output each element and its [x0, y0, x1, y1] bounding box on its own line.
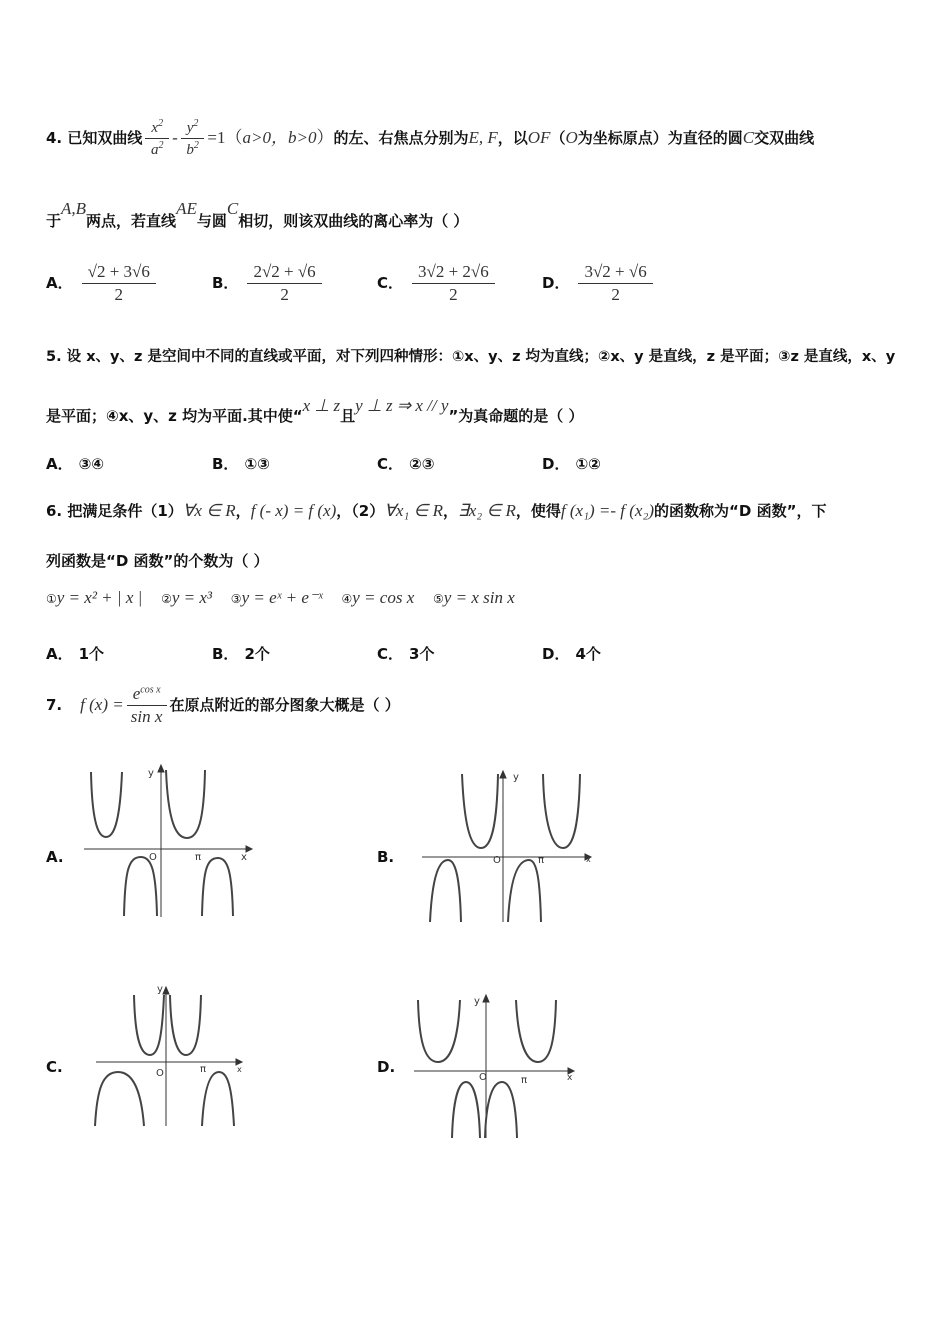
q4-text-7: 于 — [46, 212, 62, 230]
q4-cond: （a>0，b>0） — [225, 128, 334, 147]
q4-option-b-num: 2√2 + √6 — [247, 262, 321, 284]
x-label: x — [586, 855, 591, 864]
q6-func-1: ①y = x² + | x | — [46, 588, 143, 607]
pi-label: π — [195, 852, 202, 863]
q7-text: 在原点附近的部分图象大概是（ ） — [169, 696, 400, 714]
q6-cond-1b: f (- x) = f (x) — [250, 501, 337, 520]
branch-lower-left — [452, 1082, 480, 1138]
branch-upper-left — [462, 774, 498, 848]
q4-text-2: 的左、右焦点分别为 — [333, 129, 469, 147]
q6-func-5: ⑤y = x sin x — [433, 588, 515, 607]
branch-lower-right — [202, 858, 233, 916]
q7-option-c-label[interactable]: C. — [46, 1058, 63, 1076]
branch-upper-right — [543, 774, 580, 848]
q4-origin: O — [565, 128, 578, 147]
q4-text-9: 与圆 — [196, 212, 227, 230]
q6-cond-2c: f (x₁) =- f (x₂) — [560, 501, 655, 520]
q4-option-c[interactable]: C． $\frac{3√2 + 2√6}{2}$ — [377, 262, 498, 305]
q5-option-d[interactable]: D． ①② — [542, 455, 601, 473]
branch-lower-right — [485, 1082, 517, 1138]
origin-label: O — [493, 855, 501, 866]
origin-label: O — [156, 1068, 164, 1079]
q6-option-a[interactable]: A． 1个 — [46, 645, 105, 663]
q4-option-c-num: 3√2 + 2√6 — [412, 262, 495, 284]
q7-graph-b[interactable] — [420, 768, 595, 928]
q6-func-2: ②y = x³ — [161, 588, 213, 607]
y-axis-arrow — [163, 987, 169, 994]
q4-seg-of: OF — [527, 128, 551, 147]
branch-upper-left — [418, 1000, 460, 1062]
q7-lhs: f (x) = — [80, 695, 124, 714]
q4-text-6: 交双曲线 — [754, 129, 815, 147]
q7-fraction: $\frac{e^{cos x}}{\text{sin x}}$ — [127, 684, 167, 727]
q4-line2 — [46, 199, 469, 231]
q4-option-b[interactable]: B． $\frac{2√2 + √6}{2}$ — [212, 262, 325, 305]
q6-functions — [46, 588, 515, 608]
q4-circle-2: C — [226, 199, 239, 218]
branch-upper-right — [516, 1000, 556, 1062]
q4-text-10: 相切，则该双曲线的离心率为（ ） — [238, 212, 469, 230]
q6-cond-2b: ∃x₂ ∈ R — [458, 501, 516, 520]
x-label: x — [237, 1065, 242, 1074]
q4-text-5: 为坐标原点）为直径的圆 — [577, 129, 743, 147]
origin-label: O — [149, 852, 157, 863]
q4-text-4: （ — [550, 129, 566, 147]
q7-graph-a[interactable] — [84, 762, 259, 922]
y-axis-arrow — [500, 771, 506, 778]
q4-minus: - — [172, 128, 178, 147]
q5-option-c[interactable]: C． ②③ — [377, 455, 435, 473]
q4-line1 — [46, 118, 814, 159]
q7-option-d-label[interactable]: D. — [377, 1058, 396, 1076]
q4-hyperbola-term2: $\frac{y^2}{b^2}$ — [181, 118, 205, 159]
pi-label: π — [200, 1064, 207, 1075]
pi-label: π — [521, 1075, 528, 1086]
q6-func-3: ③y = eˣ + e⁻ˣ — [230, 588, 323, 607]
q7-option-b-label[interactable]: B. — [377, 848, 395, 866]
branch-lower-left — [430, 860, 461, 922]
q4-points-ab: A,B — [61, 199, 87, 218]
q7-graph-c[interactable] — [94, 980, 254, 1130]
branch-upper-left — [91, 772, 122, 837]
origin-label: O — [479, 1072, 487, 1083]
q5-line1: 5. 设 x、y、z 是空间中不同的直线或平面，对下列四种情形：①x、y、z 均为直线；②x、y 是直线，z 是平面；③z 是直线，x、y — [46, 349, 896, 365]
q6-option-b[interactable]: B． 2个 — [212, 645, 270, 663]
q6-func-4: ④y = cos x — [341, 588, 415, 607]
q4-text-1: 已知双曲线 — [67, 129, 143, 147]
q7-line — [46, 684, 400, 727]
pi-label: π — [538, 855, 545, 866]
q4-option-a-num: √2 + 3√6 — [82, 262, 156, 284]
q7-number: 7. — [46, 696, 63, 714]
q4-number: 4. — [46, 129, 63, 147]
branch-upper-right — [166, 770, 205, 838]
q4-option-d-den: 2 — [611, 285, 620, 304]
y-label: y — [148, 768, 154, 779]
q7-graph-d[interactable] — [410, 992, 585, 1142]
q5-option-b[interactable]: B． ①③ — [212, 455, 270, 473]
y-axis-arrow — [483, 995, 489, 1002]
q5-option-a[interactable]: A． ③④ — [46, 455, 105, 473]
q4-line-ae: AE — [176, 199, 197, 218]
q4-option-a[interactable]: A． $\frac{√2 + 3√6}{2}$ — [46, 262, 159, 305]
q6-option-d[interactable]: D． 4个 — [542, 645, 601, 663]
y-axis-arrow — [158, 765, 164, 772]
y-label: y — [513, 772, 519, 783]
q5-cond-1: x ⊥ z — [302, 396, 341, 415]
branch-upper-left — [134, 995, 164, 1055]
branch-lower-right — [202, 1072, 234, 1126]
q4-option-c-den: 2 — [449, 285, 458, 304]
x-label: x — [241, 852, 247, 863]
branch-lower-left — [95, 1072, 144, 1126]
q4-equals-one: =1 — [207, 128, 226, 147]
y-label: y — [474, 996, 480, 1007]
q4-circle: C — [742, 128, 755, 147]
q4-hyperbola-term1: $\frac{x^2}{a^2}$ — [145, 118, 169, 159]
q5-line2: 是平面；④x、y、z 均为平面.其中使“x ⊥ z且y ⊥ z ⇒ x // y”为真命题的是（ ） — [46, 396, 584, 425]
y-label: y — [157, 984, 163, 995]
x-label: x — [567, 1073, 573, 1083]
q4-option-d-num: 3√2 + √6 — [578, 262, 652, 284]
q4-text-8: 两点，若直线 — [86, 212, 177, 230]
branch-lower-right — [508, 860, 541, 922]
q7-option-a-label[interactable]: A. — [46, 848, 64, 866]
q5-cond-2: y ⊥ z ⇒ x // y — [355, 396, 449, 415]
branch-lower-left — [124, 857, 157, 916]
q6-line1: 6. 把满足条件（1）∀x ∈ R，f (- x) = f (x)，（2）∀x₁ ∈ R，∃x₂ ∈ R，使得f (x₁) =- f (x₂)的函数称为“D 函数”，下 — [46, 501, 827, 520]
q4-option-d[interactable]: D． $\frac{3√2 + √6}{2}$ — [542, 262, 656, 305]
q4-text-3: ，以 — [497, 129, 528, 147]
q4-foci: E, F — [468, 128, 498, 147]
q4-option-b-den: 2 — [280, 285, 289, 304]
q6-line2: 列函数是“D 函数”的个数为（ ） — [46, 552, 269, 570]
branch-upper-right — [170, 995, 201, 1055]
q6-cond-1a: ∀x ∈ R — [182, 501, 236, 520]
q4-option-a-den: 2 — [114, 285, 123, 304]
q6-option-c[interactable]: C． 3个 — [377, 645, 435, 663]
q6-cond-2a: ∀x₁ ∈ R — [384, 501, 443, 520]
